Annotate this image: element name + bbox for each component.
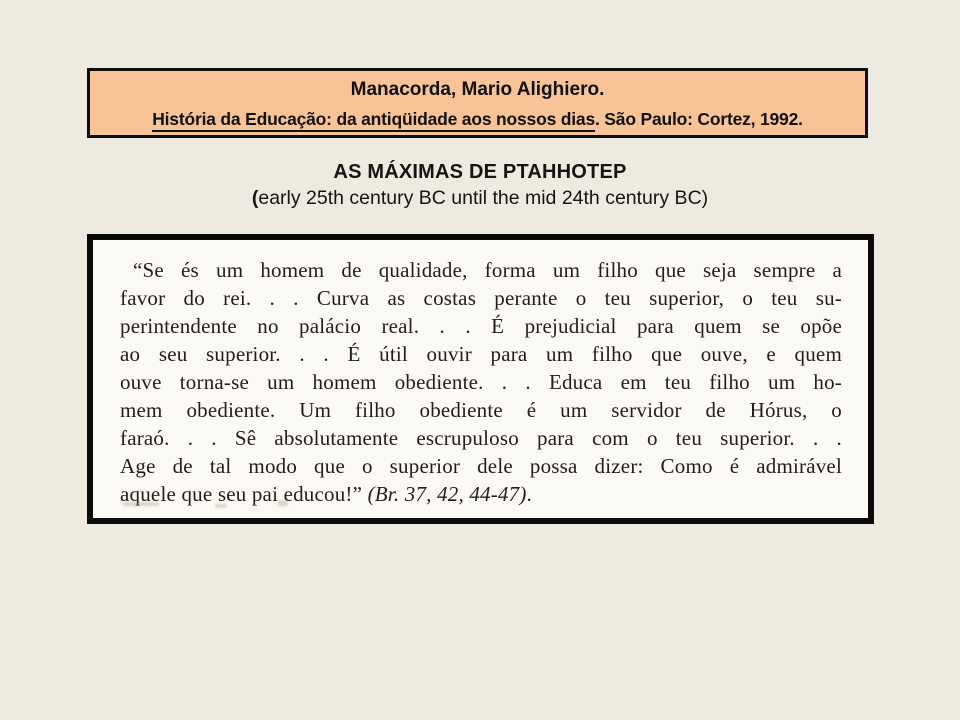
scanned-excerpt-box — [87, 234, 874, 524]
scan-smudge — [215, 504, 227, 508]
excerpt-line-7: faraó. . . Sê absolutamente escrupuloso para com o teu superior. . . — [120, 426, 842, 450]
subtitle-open-paren: ( — [251, 187, 259, 209]
scan-smudge — [123, 502, 159, 506]
excerpt-line-3: perintendente no palácio real. . . É prejudicial para quem se opõe — [120, 314, 842, 338]
excerpt-final-period: . — [526, 482, 532, 506]
subtitle-text: early 25th century BC until the mid 24th century BC) — [258, 187, 709, 209]
excerpt-line-6: mem obediente. Um filho obediente é um servidor de Hórus, o — [120, 398, 842, 422]
citation-book-title: História da Educação: da antiqüidade aos nossos dias — [152, 109, 595, 132]
excerpt-line-5: ouve torna-se um homem obediente. . . Educa em teu filho um ho- — [120, 370, 842, 394]
excerpt-line-4: ao seu superior. . . É útil ouvir para um filho que ouve, e quem — [120, 342, 842, 366]
excerpt-last-text: aquele que seu pai educou!” — [120, 482, 368, 506]
excerpt-source-citation: (Br. 37, 42, 44-47) — [367, 482, 527, 506]
excerpt-line-8: Age de tal modo que o superior dele possa dizer: Como é admirável — [120, 454, 842, 478]
citation-publisher: . São Paulo: Cortez, 1992. — [594, 109, 803, 129]
slide-title: AS MÁXIMAS DE PTAHHOTEP — [333, 161, 627, 183]
citation-author: Manacorda, Mario Alighiero. — [350, 79, 605, 100]
excerpt-line-2: favor do rei. . . Curva as costas perante o teu superior, o teu su- — [120, 286, 842, 310]
citation-reference — [90, 105, 865, 133]
excerpt-line-9 — [120, 480, 842, 508]
citation-box — [87, 68, 868, 138]
slide-subtitle — [0, 187, 960, 210]
scan-smudge — [278, 500, 288, 506]
excerpt-line-1: “Se és um homem de qualidade, forma um filho que seja sempre a — [133, 258, 842, 282]
